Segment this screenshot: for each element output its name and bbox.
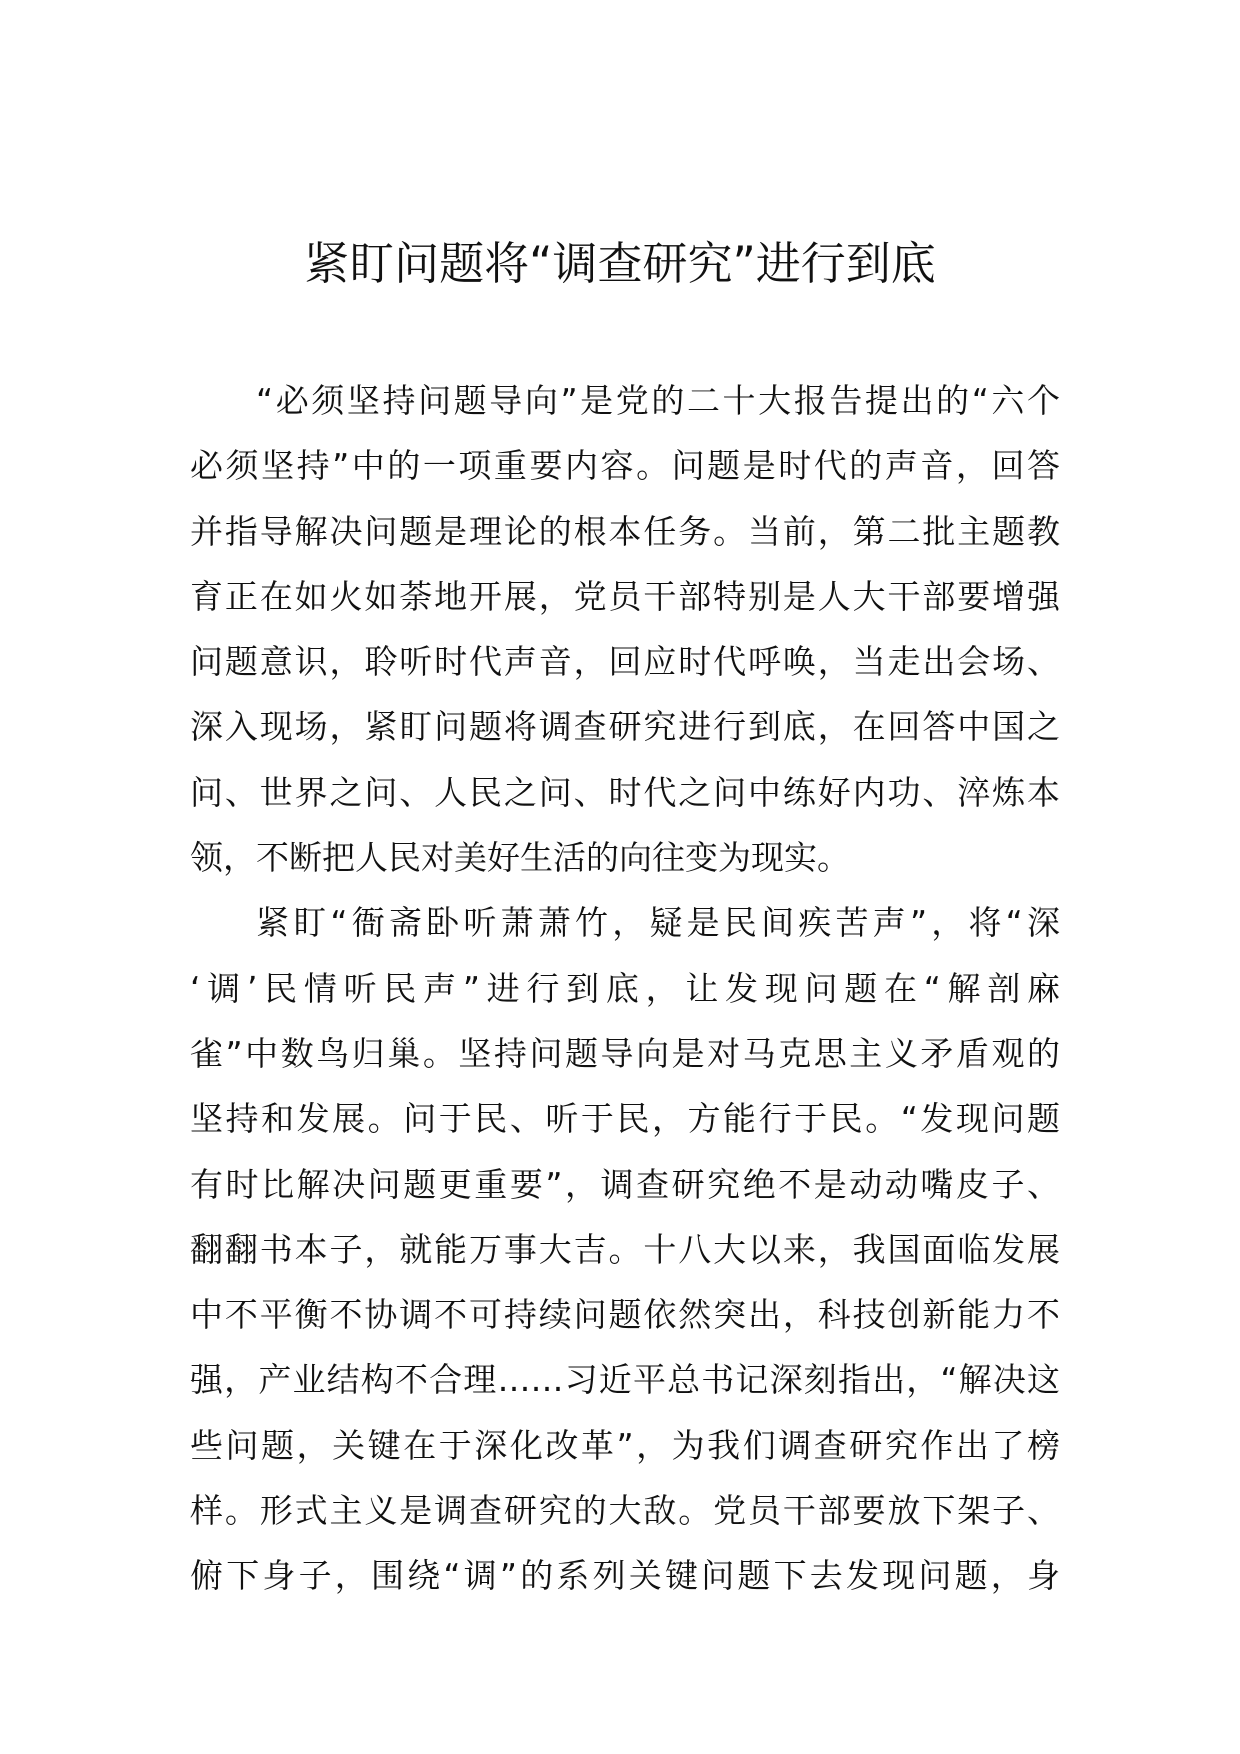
paragraph-2-line: 坚持和发展。问于民、听于民，方能行于民。“发现问题 xyxy=(190,1099,1060,1139)
paragraph-1-line: 领，不断把人民对美好生活的向往变为现实。 xyxy=(190,838,850,878)
document-body xyxy=(190,368,1060,1609)
paragraph-2-line: 些问题，关键在于深化改革”，为我们调查研究作出了榜 xyxy=(190,1425,1060,1465)
paragraph-2-line: ‘调’民情听民声”进行到底，让发现问题在“解剖麻 xyxy=(190,968,1060,1008)
paragraph-1-line: 深入现场，紧盯问题将调查研究进行到底，在回答中国之 xyxy=(190,707,1060,747)
paragraph-2-line: 紧盯“衙斋卧听萧萧竹，疑是民间疾苦声”，将“深 xyxy=(256,903,1060,943)
paragraph-2-line: 样。形式主义是调查研究的大敌。党员干部要放下架子、 xyxy=(190,1491,1060,1531)
paragraph-1-line: 育正在如火如荼地开展，党员干部特别是人大干部要增强 xyxy=(190,576,1060,616)
paragraph-1-line: 必须坚持”中的一项重要内容。问题是时代的声音，回答 xyxy=(190,446,1060,486)
paragraph-1-line: 并指导解决问题是理论的根本任务。当前，第二批主题教 xyxy=(190,511,1060,551)
paragraph-1-line: 问、世界之问、人民之问、时代之问中练好内功、淬炼本 xyxy=(190,772,1060,812)
paragraph-2-line: 中不平衡不协调不可持续问题依然突出，科技创新能力不 xyxy=(190,1295,1060,1335)
paragraph-2-line: 强，产业结构不合理……习近平总书记深刻指出，“解决这 xyxy=(190,1360,1060,1400)
paragraph-2-line: 俯下身子，围绕“调”的系列关键问题下去发现问题，身 xyxy=(190,1556,1060,1596)
paragraph-2-line: 雀”中数鸟归巢。坚持问题导向是对马克思主义矛盾观的 xyxy=(190,1033,1060,1073)
paragraph-1-line: 问题意识，聆听时代声音，回应时代呼唤，当走出会场、 xyxy=(190,642,1060,682)
paragraph-1-line: “必须坚持问题导向”是党的二十大报告提出的“六个 xyxy=(256,381,1060,420)
paragraph-2-line: 翻翻书本子，就能万事大吉。十八大以来，我国面临发展 xyxy=(190,1229,1060,1269)
paragraph-2-line: 有时比解决问题更重要”，调查研究绝不是动动嘴皮子、 xyxy=(190,1164,1060,1204)
document-title: 紧盯问题将“调查研究”进行到底 xyxy=(304,237,936,290)
